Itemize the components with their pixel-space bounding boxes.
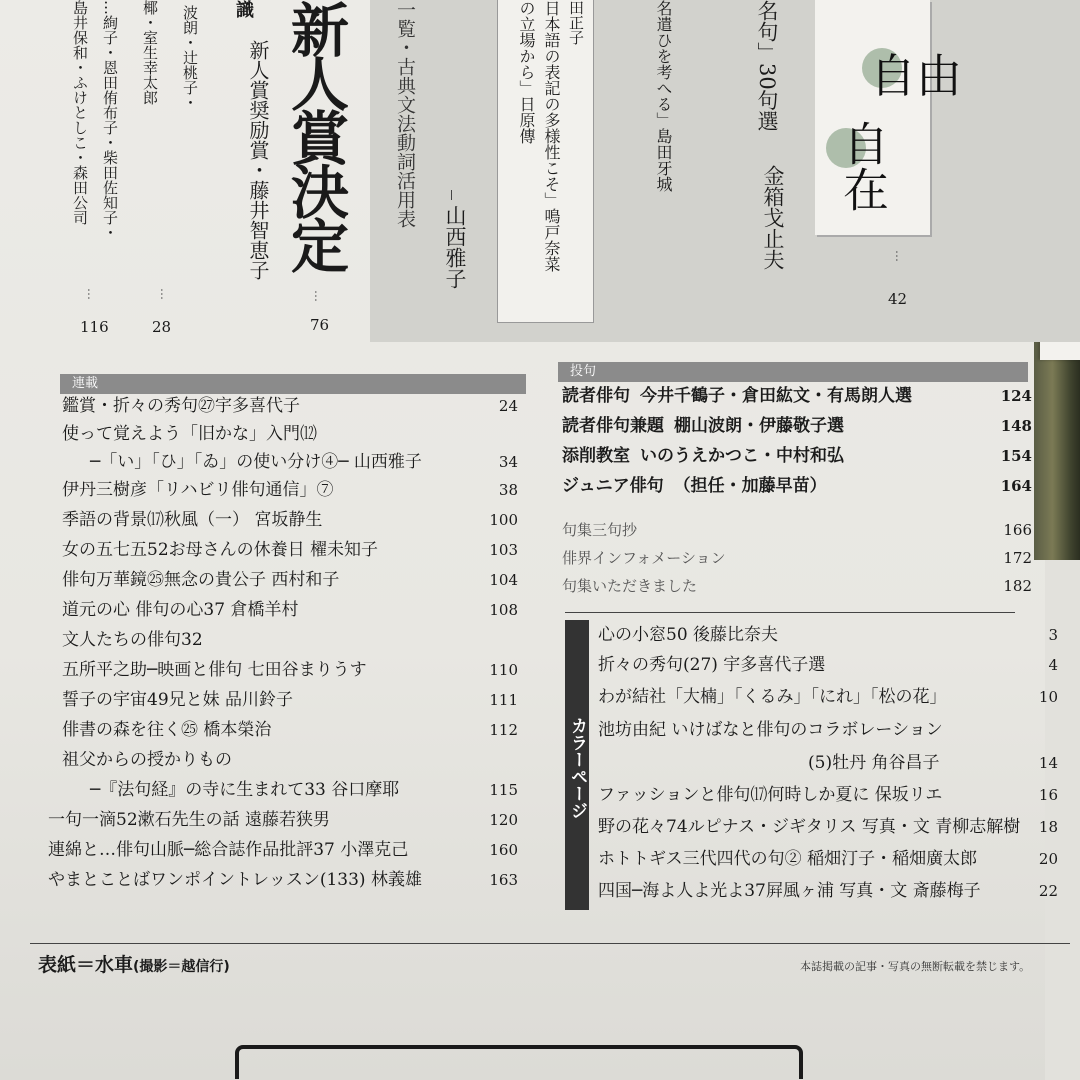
toc-entry bbox=[562, 383, 1032, 409]
feature-panel bbox=[370, 0, 1080, 342]
list-text: 一覧・古典文法動詞活用表 bbox=[394, 0, 416, 228]
toc-entry-title: 心の小窓50 後藤比奈夫 bbox=[598, 625, 779, 645]
toc-page-number: 164 bbox=[1000, 477, 1032, 495]
toc-entry bbox=[598, 814, 1058, 840]
toc-page-number: 111 bbox=[489, 691, 518, 709]
toc-entry-category: 添削教室 bbox=[562, 446, 630, 466]
toc-entry bbox=[62, 421, 518, 447]
toc-entry-title: 誓子の宇宙49兄と妹 品川鈴子 bbox=[62, 690, 294, 710]
cover-photographer: (撮影＝越信行) bbox=[133, 959, 230, 975]
toc-page-number: 160 bbox=[489, 841, 518, 859]
names-col-b: 波朗・辻桃子・ bbox=[181, 5, 199, 110]
toc-entry-title: 道元の心 俳句の心37 倉橋羊村 bbox=[62, 600, 299, 620]
toc-entry-category: ジュニア俳句 bbox=[562, 476, 664, 496]
toc-page-number: 38 bbox=[498, 481, 518, 499]
toc-entry bbox=[62, 537, 518, 563]
toc-entry-title: 連綿と…俳句山脈─総合誌作品批評37 小澤克己 bbox=[48, 840, 409, 860]
toc-page-number: 148 bbox=[1000, 417, 1032, 435]
toc-entry bbox=[598, 846, 1058, 872]
free-title-2: 自在 bbox=[836, 120, 890, 212]
toc-page-number: 14 bbox=[1038, 754, 1058, 772]
page-num-76: 76 bbox=[310, 316, 330, 334]
award-head: 識 bbox=[233, 0, 254, 18]
toc-page-number: 3 bbox=[1048, 626, 1058, 644]
toc-entry bbox=[562, 473, 1032, 499]
toc-entry-title: 文人たちの俳句32 bbox=[62, 630, 203, 650]
page-num-28: 28 bbox=[152, 318, 172, 336]
toc-entry-title: 野の花々74ルピナス・ジギタリス 写真・文 青柳志解樹 bbox=[598, 817, 1021, 837]
toc-entry-title: 使って覚えよう「旧かな」入門⑿ bbox=[62, 424, 317, 444]
cover-credit bbox=[38, 950, 230, 977]
essay-col-3: の立場から」日原傳 bbox=[517, 0, 536, 144]
toc-page-number: 108 bbox=[489, 601, 518, 619]
toc-page-number: 104 bbox=[489, 571, 518, 589]
toc-entry bbox=[62, 393, 518, 419]
toc-page-number: 154 bbox=[1000, 447, 1032, 465]
toc-entry-title: 俳句万華鏡㉕無念の貴公子 西村和子 bbox=[62, 570, 340, 590]
names-col-a: 椰・室生幸太郎 bbox=[141, 0, 159, 105]
toc-entry bbox=[598, 782, 1058, 808]
essay-col-1: 田正子 bbox=[567, 0, 585, 45]
toc-entry-title: 折々の秀句(27) 宇多喜代子選 bbox=[598, 655, 826, 675]
toc-entry bbox=[598, 652, 1058, 678]
toc-entry bbox=[48, 867, 518, 893]
toc-entry bbox=[62, 657, 518, 683]
toc-entry-title: 俳書の森を往く㉕ 橋本榮治 bbox=[62, 720, 272, 740]
toc-page-number: 103 bbox=[489, 541, 518, 559]
toc-entry-title: 五所平之助─映画と俳句 七田谷まりうす bbox=[62, 660, 367, 680]
toc-entry-title: ─「い」「ひ」「ゐ」の使い分け④─ 山西雅子 bbox=[90, 452, 422, 472]
toc-entry-title: ホトトギス三代四代の句② 稲畑汀子・稲畑廣太郎 bbox=[598, 849, 978, 869]
toc-entry-title: ファッションと俳句⒄何時しか夏に 保坂リエ bbox=[598, 785, 943, 805]
toc-entry bbox=[562, 517, 1032, 543]
copyright-notice: 本誌掲載の記事・写真の無断転載を禁じます。 bbox=[800, 960, 1031, 973]
award-title: 新人賞決定 bbox=[281, 0, 349, 270]
award-subtitle: 新人賞奨励賞・藤井智恵子 bbox=[246, 40, 270, 280]
page-num-116: 116 bbox=[80, 318, 109, 336]
toc-page-number: 22 bbox=[1038, 882, 1058, 900]
toc-entry bbox=[562, 545, 1032, 571]
toc-page-number: 172 bbox=[1003, 549, 1032, 567]
submit-header: 投句 bbox=[558, 362, 1028, 382]
leader-dots: … bbox=[85, 288, 99, 302]
toc-entry bbox=[62, 747, 518, 773]
leader-dots: … bbox=[893, 250, 907, 264]
essay-col-0: 名遣ひを考へる」島田牙城 bbox=[654, 0, 673, 192]
toc-entry-title: 句集三句抄 bbox=[562, 521, 638, 539]
toc-entry bbox=[62, 627, 518, 653]
toc-entry-title: 鑑賞・折々の秀句㉗宇多喜代子 bbox=[62, 396, 300, 416]
leader-dots: … bbox=[312, 290, 326, 304]
toc-entry bbox=[598, 684, 1058, 710]
toc-entry-title: 棚山波朗・伊藤敬子選 bbox=[674, 416, 844, 436]
toc-page-number: 24 bbox=[498, 397, 518, 415]
cover-title: 表紙＝水車 bbox=[38, 954, 134, 976]
toc-entry bbox=[562, 443, 1032, 469]
toc-entry-category: 読者俳句 bbox=[562, 386, 630, 406]
essay-col-2: 日本語の表記の多様性こそ」鳴戸奈菜 bbox=[542, 0, 561, 272]
toc-entry bbox=[62, 597, 518, 623]
divider bbox=[565, 612, 1015, 613]
toc-page-number: 115 bbox=[489, 781, 518, 799]
page-num-42: 42 bbox=[888, 290, 908, 308]
leader-dots: … bbox=[158, 288, 172, 302]
toc-entry bbox=[48, 837, 518, 863]
toc-entry-title: 祖父からの授かりもの bbox=[62, 750, 232, 770]
toc-page-number: 182 bbox=[1003, 577, 1032, 595]
toc-entry bbox=[48, 807, 518, 833]
toc-page-number: 10 bbox=[1038, 688, 1058, 706]
toc-entry bbox=[598, 878, 1058, 904]
toc-page-number: 100 bbox=[489, 511, 518, 529]
toc-page-number: 16 bbox=[1038, 786, 1058, 804]
toc-entry-title: ─『法句経』の寺に生まれて33 谷口摩耶 bbox=[90, 780, 400, 800]
toc-page-number: 120 bbox=[489, 811, 518, 829]
toc-entry-title: やまとことばワンポイントレッスン(133) 林義雄 bbox=[48, 870, 422, 890]
toc-entry-category: 読者俳句兼題 bbox=[562, 416, 664, 436]
footer-rule bbox=[30, 943, 1070, 944]
list-author: 山西雅子 bbox=[443, 205, 467, 289]
toc-entry-title: 女の五七五52お母さんの休養日 櫂未知子 bbox=[62, 540, 379, 560]
toc-entry bbox=[562, 413, 1032, 439]
toc-page-number: 18 bbox=[1038, 818, 1058, 836]
toc-page-number: 124 bbox=[1000, 387, 1032, 405]
names-col-d: 島井保和・ふけとしこ・森田公司 bbox=[71, 0, 89, 225]
toc-entry bbox=[808, 750, 1058, 776]
toc-page-number: 163 bbox=[489, 871, 518, 889]
toc-entry-title: 俳界インフォメーション bbox=[562, 549, 726, 567]
toc-page-number: 20 bbox=[1038, 850, 1058, 868]
toc-entry bbox=[90, 777, 518, 803]
toc-page-number: 166 bbox=[1003, 521, 1032, 539]
toc-entry bbox=[62, 687, 518, 713]
toc-entry bbox=[598, 622, 1058, 648]
display-stand bbox=[235, 1045, 803, 1079]
serial-header: 連載 bbox=[60, 374, 526, 394]
toc-entry-title: 池坊由紀 いけばなと俳句のコラボレーション bbox=[598, 720, 943, 740]
toc-entry bbox=[90, 449, 518, 475]
toc-entry bbox=[598, 717, 1058, 743]
toc-entry bbox=[562, 573, 1032, 599]
toc-entry bbox=[62, 717, 518, 743]
toc-entry-title: 一句一滴52漱石先生の話 遠藤若狭男 bbox=[48, 810, 331, 830]
toc-entry bbox=[62, 567, 518, 593]
toc-entry-title: (5)牡丹 角谷昌子 bbox=[808, 753, 940, 773]
toc-page-number: 112 bbox=[489, 721, 518, 739]
toc-entry-title: わが結社「大楠」「くるみ」「にれ」「松の花」 bbox=[598, 687, 947, 707]
toc-entry-title: 四国─海よ人よ光よ37屛風ヶ浦 写真・文 斎藤梅子 bbox=[598, 881, 981, 901]
color-header: カラーページ bbox=[565, 620, 589, 910]
toc-entry-title: 季語の背景⒄秋風（一） 宮坂静生 bbox=[62, 510, 323, 530]
toc-entry-title: 句集いただきました bbox=[562, 577, 698, 595]
toc-page-number: 4 bbox=[1048, 656, 1058, 674]
toc-entry-title: （担任・加藤早苗） bbox=[673, 476, 827, 496]
toc-entry-title: 伊丹三樹彦「リハビリ俳句通信」⑦ bbox=[62, 480, 334, 500]
toc-entry bbox=[62, 477, 518, 503]
ku-author: 金箱戈止夫 bbox=[761, 165, 785, 270]
toc-entry-title: 今井千鶴子・倉田紘文・有馬朗人選 bbox=[640, 386, 912, 406]
tick bbox=[451, 190, 452, 200]
ku-selection: 名句」30句選 bbox=[755, 0, 779, 132]
toc-entry-title: いのうえかつこ・中村和弘 bbox=[640, 446, 844, 466]
free-title-1: 自由 bbox=[870, 49, 962, 103]
toc-entry bbox=[62, 507, 518, 533]
toc-page-number: 34 bbox=[498, 453, 518, 471]
toc-page-number: 110 bbox=[489, 661, 518, 679]
names-col-c: …絢子・恩田侑布子・柴田佐知子・ bbox=[101, 0, 119, 240]
